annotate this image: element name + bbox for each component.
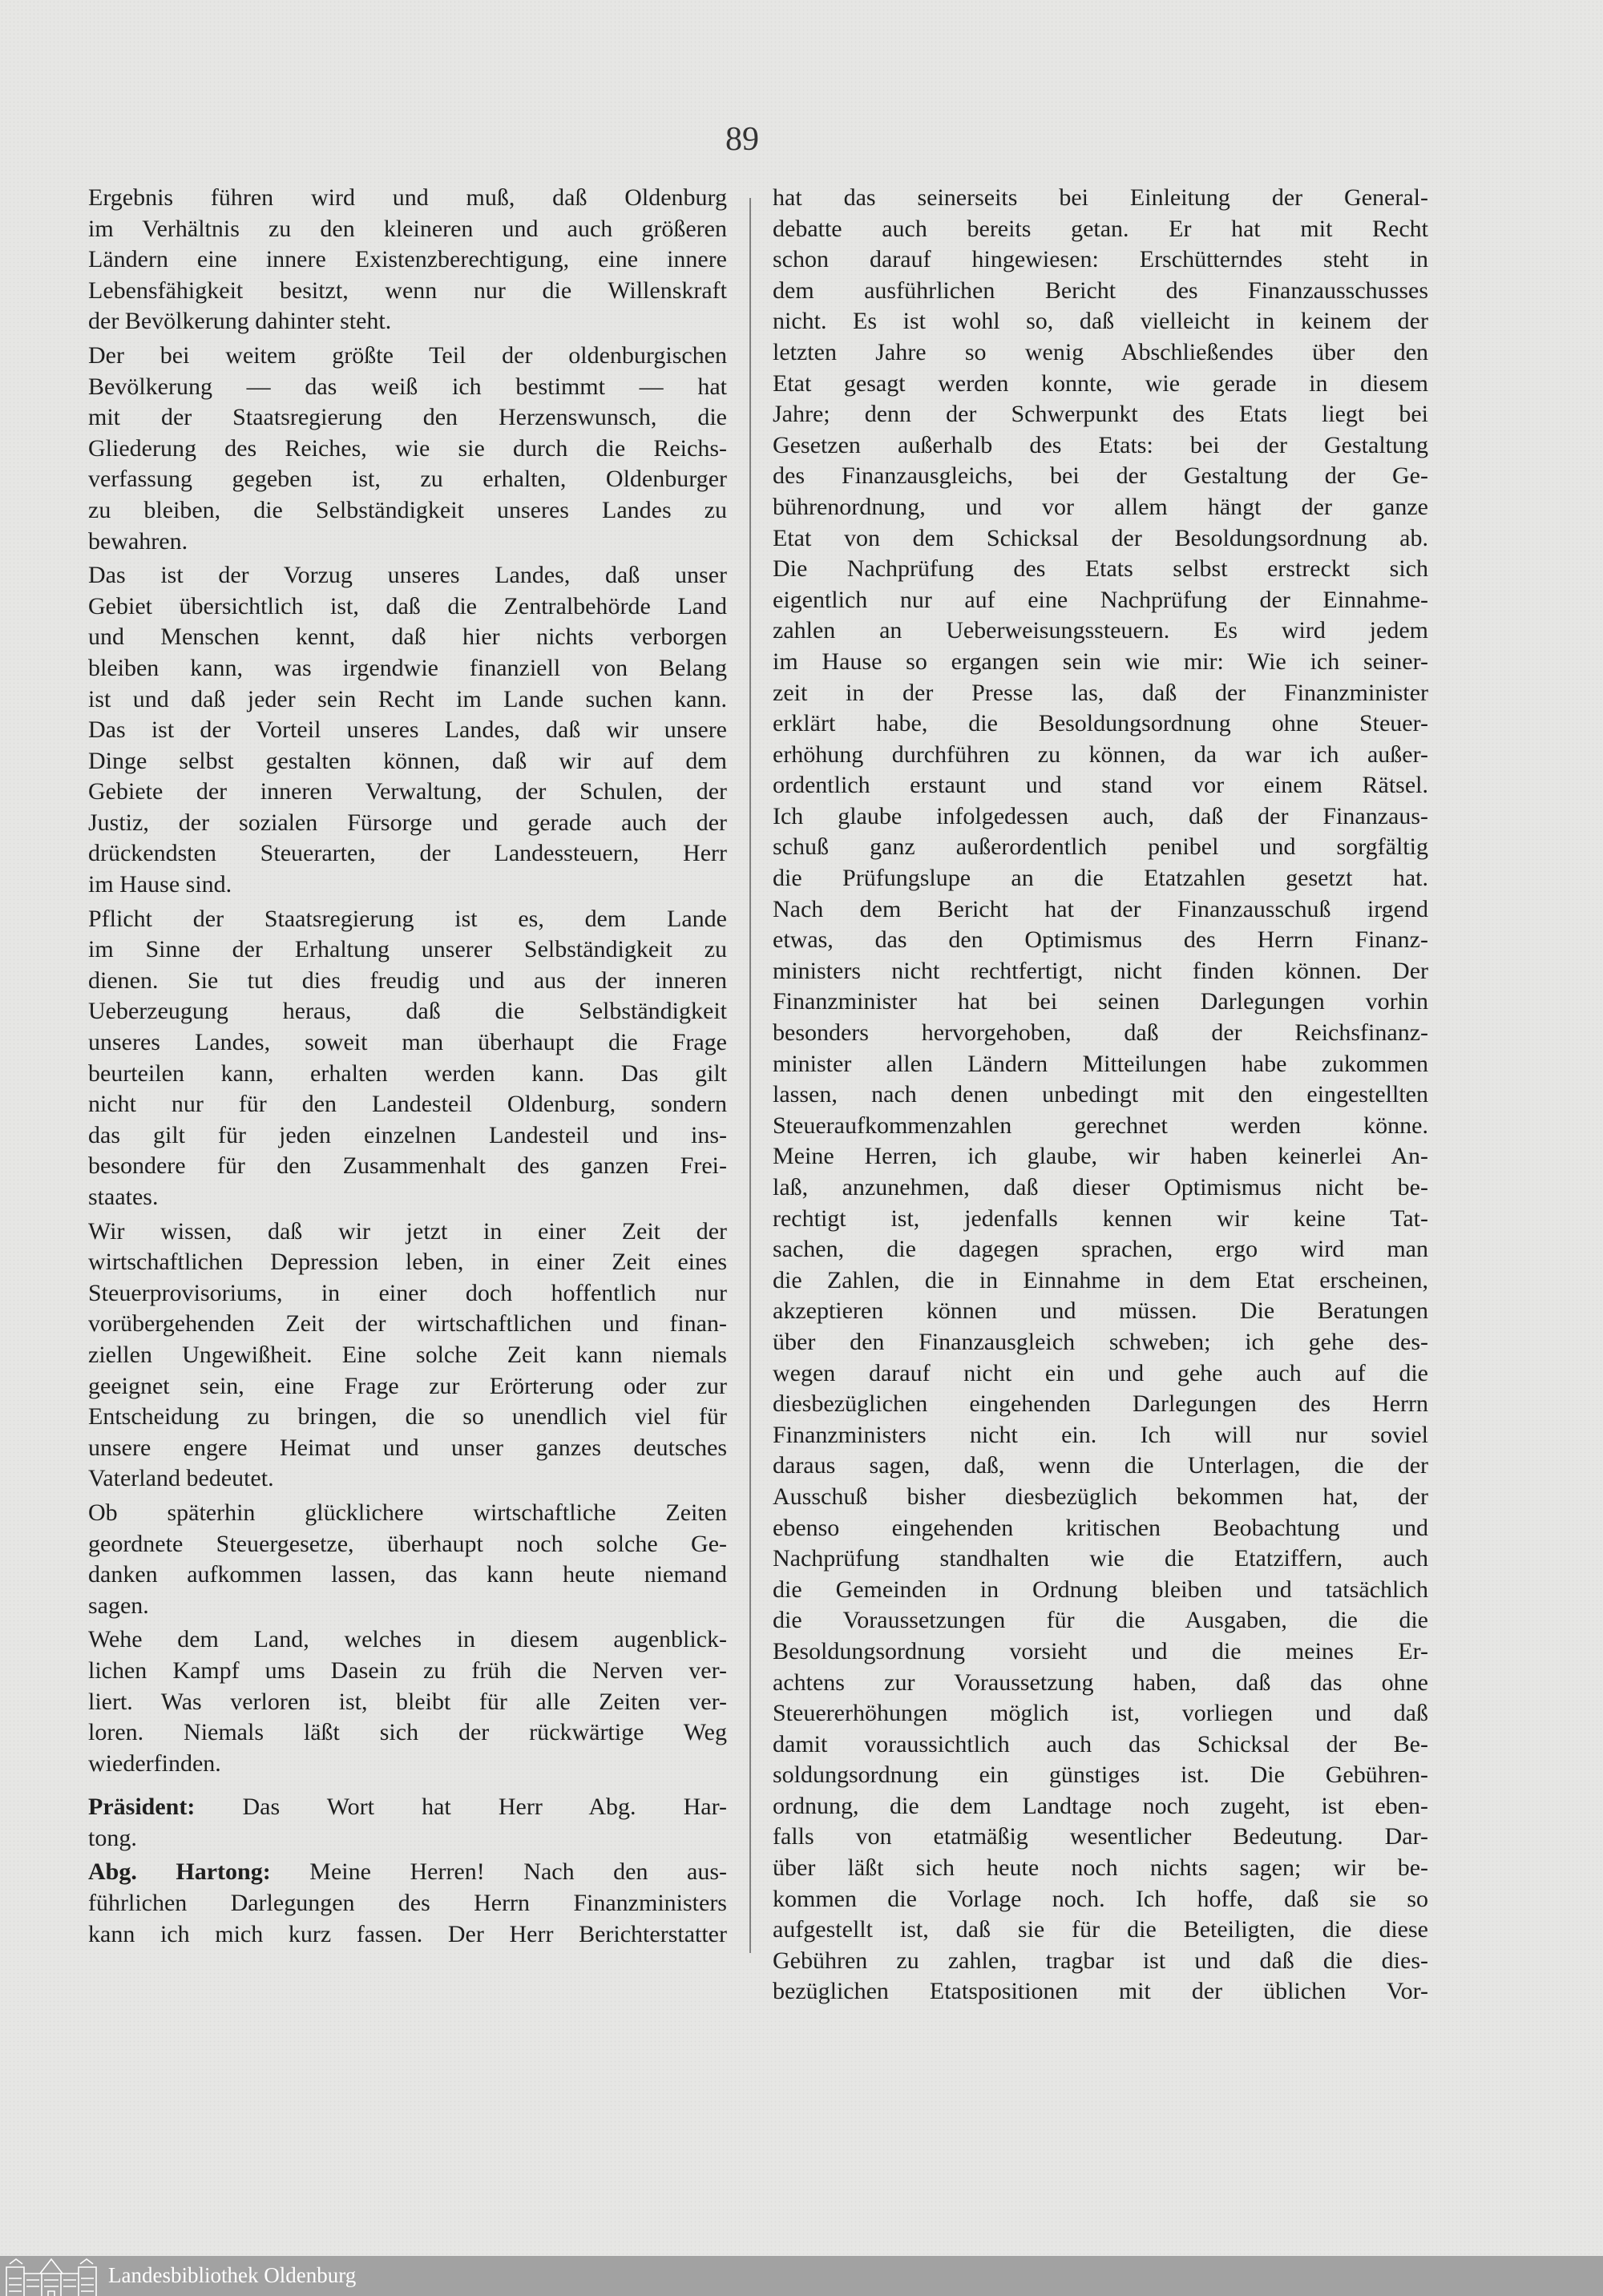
text-line: dienen. Sie tut dies freudig und aus der inneren [88,966,727,994]
text-line: Nachprüfung standhalten wie die Etatziffern, auch [773,1545,1428,1572]
text-line: beurteilen kann, erhalten werden kann. Das gilt [88,1059,727,1087]
text-line: Steuerprovisoriums, in einer doch hoffentlich nur [88,1279,727,1306]
text-line: Die Nachprüfung des Etats selbst erstreckt sich [773,555,1428,583]
text-line: über den Finanzausgleich schweben; ich gehe des- [773,1328,1428,1355]
library-building-icon [5,2258,98,2296]
text-line: daraus sagen, daß, wenn die Unterlagen, die der [773,1452,1428,1479]
text-line: ordentlich erstaunt und stand vor einem Rätsel. [773,772,1428,799]
text-line: Gliederung des Reiches, wie sie durch die Reichs- [88,434,727,462]
text-line: erhöhung durchführen zu können, da war ich außer- [773,740,1428,768]
text-line: Etat von dem Schicksal der Besoldungsordnung ab. [773,524,1428,551]
text-line: Ob späterhin glücklichere wirtschaftliche Zeiten [88,1499,727,1526]
text-line: danken aufkommen lassen, das kann heute niemand [88,1561,727,1588]
text-line: unsere engere Heimat und unser ganzes deutsches [88,1434,727,1461]
text-line: wegen darauf nicht ein und gehe auch auf die [773,1359,1428,1386]
text-line: besonders hervorgehoben, daß der Reichsfinanz- [773,1019,1428,1047]
text-line: Finanzministers nicht ein. Ich will nur soviel [773,1421,1428,1448]
text-line: des Finanzausgleichs, bei der Gestaltung der Ge- [773,462,1428,490]
text-line: debatte auch bereits getan. Er hat mit Recht [773,215,1428,242]
text-line: ziellen Ungewißheit. Eine solche Zeit kann niemals [88,1341,727,1368]
text-line: Vaterland bedeutet. [88,1465,274,1492]
text-line: ebenso eingehenden kritischen Beobachtung und [773,1514,1428,1541]
text-line: sagen. [88,1592,149,1619]
text-line: falls von etatmäßig wesentlicher Bedeutung. Dar- [773,1823,1428,1850]
text-line: Ich glaube infolgedessen auch, daß der Finanzaus- [773,802,1428,829]
text-line: zeit in der Presse las, daß der Finanzminister [773,679,1428,706]
text-line: geordnete Steuergesetze, überhaupt noch solche Ge- [88,1530,727,1557]
text-line: kommen die Vorlage noch. Ich hoffe, daß sie so [773,1885,1428,1912]
footer-bar [0,2256,1603,2296]
text-line: Bevölkerung — das weiß ich bestimmt — hat [88,373,727,400]
text-line: ist und daß jeder sein Recht im Lande suchen kann. [88,685,727,712]
text-line: die Prüfungslupe an die Etatzahlen gesetzt hat. [773,865,1428,892]
text-line: rechtigt ist, jedenfalls kennen wir keine Tat- [773,1204,1428,1232]
text-line: die Zahlen, die in Einnahme in dem Etat erscheinen, [773,1266,1428,1293]
text-line: nicht nur für den Landesteil Oldenburg, sondern [88,1091,727,1118]
text-line: dem ausführlichen Bericht des Finanzausschusses [773,276,1428,304]
text-line: tong. [88,1824,137,1851]
text-line: zu bleiben, die Selbständigkeit unseres Landes zu [88,496,727,523]
text-line: lichen Kampf ums Dasein zu früh die Nerven ver- [88,1656,727,1684]
text-line: besondere für den Zusammenhalt des ganzen Frei- [88,1152,727,1180]
text-line: Gesetzen außerhalb des Etats: bei der Gestaltung [773,431,1428,458]
text-line: wirtschaftlichen Depression leben, in einer Zeit eines [88,1249,727,1276]
text-line: soldungsordnung ein günstiges ist. Die Gebühren- [773,1761,1428,1789]
paragraph [773,183,1428,2007]
text-line: der Bevölkerung dahinter steht. [88,308,392,335]
text-line: erklärt habe, die Besoldungsordnung ohne Steuer- [773,710,1428,737]
text-line: Wir wissen, daß wir jetzt in einer Zeit der [88,1217,727,1245]
text-line: im Sinne der Erhaltung unserer Selbständigkeit zu [88,936,727,963]
text-line: im Verhältnis zu den kleineren und auch größeren [88,215,727,242]
column-divider [749,198,751,1953]
text-line: Dinge selbst gestalten können, daß wir auf dem [88,747,727,774]
text-line: achtens zur Voraussetzung haben, daß das ohne [773,1669,1428,1696]
paragraph [88,1624,727,1779]
text-line: Entscheidung zu bringen, die so unendlich viel für [88,1403,727,1430]
text-line: geeignet sein, eine Frage zur Erörterung oder zur [88,1372,727,1399]
text-line: Jahre; denn der Schwerpunkt des Etats liegt bei [773,401,1428,428]
text-line: über läßt sich heute noch nichts sagen; wir be- [773,1854,1428,1882]
left-text-column [88,183,727,1950]
paragraph [88,1217,727,1495]
text-line: Steuererhöhungen möglich ist, vorliegen und daß [773,1700,1428,1727]
text-line: ordnung, die dem Landtage noch zugeht, ist eben- [773,1792,1428,1819]
text-line: Gebiete der inneren Verwaltung, der Schulen, der [88,778,727,805]
text-line: mit der Staatsregierung den Herzenswunsch, die [88,404,727,431]
text-line: schon darauf hingewiesen: Erschütterndes steht in [773,246,1428,273]
paragraph [88,1498,727,1621]
text-line: ministers nicht rechtfertigt, nicht finden können. Der [773,957,1428,984]
paragraph [88,183,727,337]
text-line: liert. Was verloren ist, bleibt für alle Zeiten ver- [88,1688,727,1715]
text-line: vorübergehenden Zeit der wirtschaftlichen und finan- [88,1310,727,1338]
text-line [88,1792,727,1823]
speaker-name: Abg. Hartong: [88,1858,271,1886]
text-line [88,1857,727,1888]
text-line: akzeptieren können und müssen. Die Beratungen [773,1297,1428,1325]
text-line: Nach dem Bericht hat der Finanzausschuß irgend [773,895,1428,922]
text-line: unseres Landes, soweit man überhaupt die Frage [88,1029,727,1056]
text-line: führlichen Darlegungen des Herrn Finanzministers [88,1890,727,1917]
text-line: Meine Herren, ich glaube, wir haben keinerlei An- [773,1143,1428,1170]
text-line: im Hause sind. [88,871,232,898]
text-line: Wehe dem Land, welches in diesem augenblick- [88,1626,727,1653]
page-number: 89 [725,121,759,158]
text-line: damit voraussichtlich auch das Schicksal der Be- [773,1730,1428,1757]
text-line: verfassung gegeben ist, zu erhalten, Oldenburger [88,466,727,493]
text-line: Ueberzeugung heraus, daß die Selbständigkeit [88,998,727,1025]
text-line: drückendsten Steuerarten, der Landessteuern, Herr [88,840,727,867]
paragraph [88,341,727,557]
text-line: Justiz, der sozialen Fürsorge und gerade auch der [88,809,727,836]
text-line: Ausschuß bisher diesbezüglich bekommen hat, der [773,1483,1428,1510]
text-line: etwas, das den Optimismus des Herrn Finanz- [773,926,1428,954]
text-line: die Voraussetzungen für die Ausgaben, die die [773,1607,1428,1634]
text-line: schuß ganz außerordentlich penibel und sorgfältig [773,833,1428,861]
speaker-name: Präsident: [88,1794,196,1821]
text-line: laß, anzunehmen, daß dieser Optimismus nicht be- [773,1174,1428,1200]
text-line: Lebensfähigkeit besitzt, wenn nur die Willenskraft [88,276,727,304]
text-line: Pflicht der Staatsregierung ist es, dem Lande [88,905,727,932]
text-line: wiederfinden. [88,1749,221,1777]
text-line: Besoldungsordnung vorsieht und die meines Er- [773,1637,1428,1664]
text-line: Steueraufkommenzahlen gerechnet werden könne. [773,1112,1428,1139]
text-line: bührenordnung, und vor allem hängt der ganze [773,493,1428,520]
speech-text: Meine Herren! Nach den aus- [270,1858,728,1886]
text-line: loren. Niemals läßt sich der rückwärtige Weg [88,1719,727,1746]
text-line: Gebiet übersichtlich ist, daß die Zentralbehörde Land [88,592,727,619]
text-line: bleiben kann, was irgendwie finanziell von Belang [88,654,727,681]
text-line: Etat gesagt werden konnte, wie gerade in diesem [773,369,1428,397]
paragraph [88,904,727,1213]
text-line: diesbezüglichen eingehenden Darlegungen des Herrn [773,1390,1428,1418]
text-line: im Hause so ergangen sein wie mir: Wie ich seiner- [773,648,1428,675]
text-line: nicht. Es ist wohl so, daß vielleicht in keinem der [773,308,1428,335]
text-line: Finanzminister hat bei seinen Darlegungen vorhin [773,988,1428,1015]
text-line: aufgestellt ist, daß sie für die Beteiligten, die diese [773,1916,1428,1943]
speech-text: Das Wort hat Herr Abg. Har- [195,1794,727,1821]
text-line: Gebühren zu zahlen, tragbar ist und daß die dies- [773,1947,1428,1974]
text-line: das gilt für jeden einzelnen Landesteil und ins- [88,1121,727,1148]
text-line: minister allen Ländern Mitteilungen habe zukommen [773,1050,1428,1077]
text-line: hat das seinerseits bei Einleitung der General- [773,184,1428,211]
text-line: zahlen an Ueberweisungssteuern. Es wird jedem [773,617,1428,644]
text-line: Der bei weitem größte Teil der oldenburgischen [88,341,727,369]
text-line: kann ich mich kurz fassen. Der Herr Berichterstatter [88,1920,727,1947]
text-line: sachen, die dagegen sprachen, ergo wird man [773,1236,1428,1263]
paragraph [88,1792,727,1854]
text-line: und Menschen kennt, daß hier nichts verborgen [88,623,727,651]
text-line: eigentlich nur auf eine Nachprüfung der Einnahme- [773,586,1428,613]
text-line: staates. [88,1184,159,1210]
text-line: Ländern eine innere Existenzberechtigung, eine innere [88,246,727,273]
text-line: lassen, nach denen unbedingt mit den eingestellten [773,1081,1428,1108]
text-line: bezüglichen Etatspositionen mit der üblichen Vor- [773,1978,1428,2005]
text-line: Ergebnis führen wird und muß, daß Oldenburg [88,184,727,211]
text-line: die Gemeinden in Ordnung bleiben und tatsächlich [773,1576,1428,1603]
right-text-column [773,183,1428,2007]
text-line: letzten Jahre so wenig Abschließendes über den [773,338,1428,365]
paragraph [88,560,727,901]
text-line: Das ist der Vorzug unseres Landes, daß unser [88,562,727,589]
library-name: Landesbibliothek Oldenburg [108,2263,357,2287]
text-line: Das ist der Vorteil unseres Landes, daß wir unsere [88,716,727,744]
text-line: bewahren. [88,527,188,555]
paragraph [88,1857,727,1950]
